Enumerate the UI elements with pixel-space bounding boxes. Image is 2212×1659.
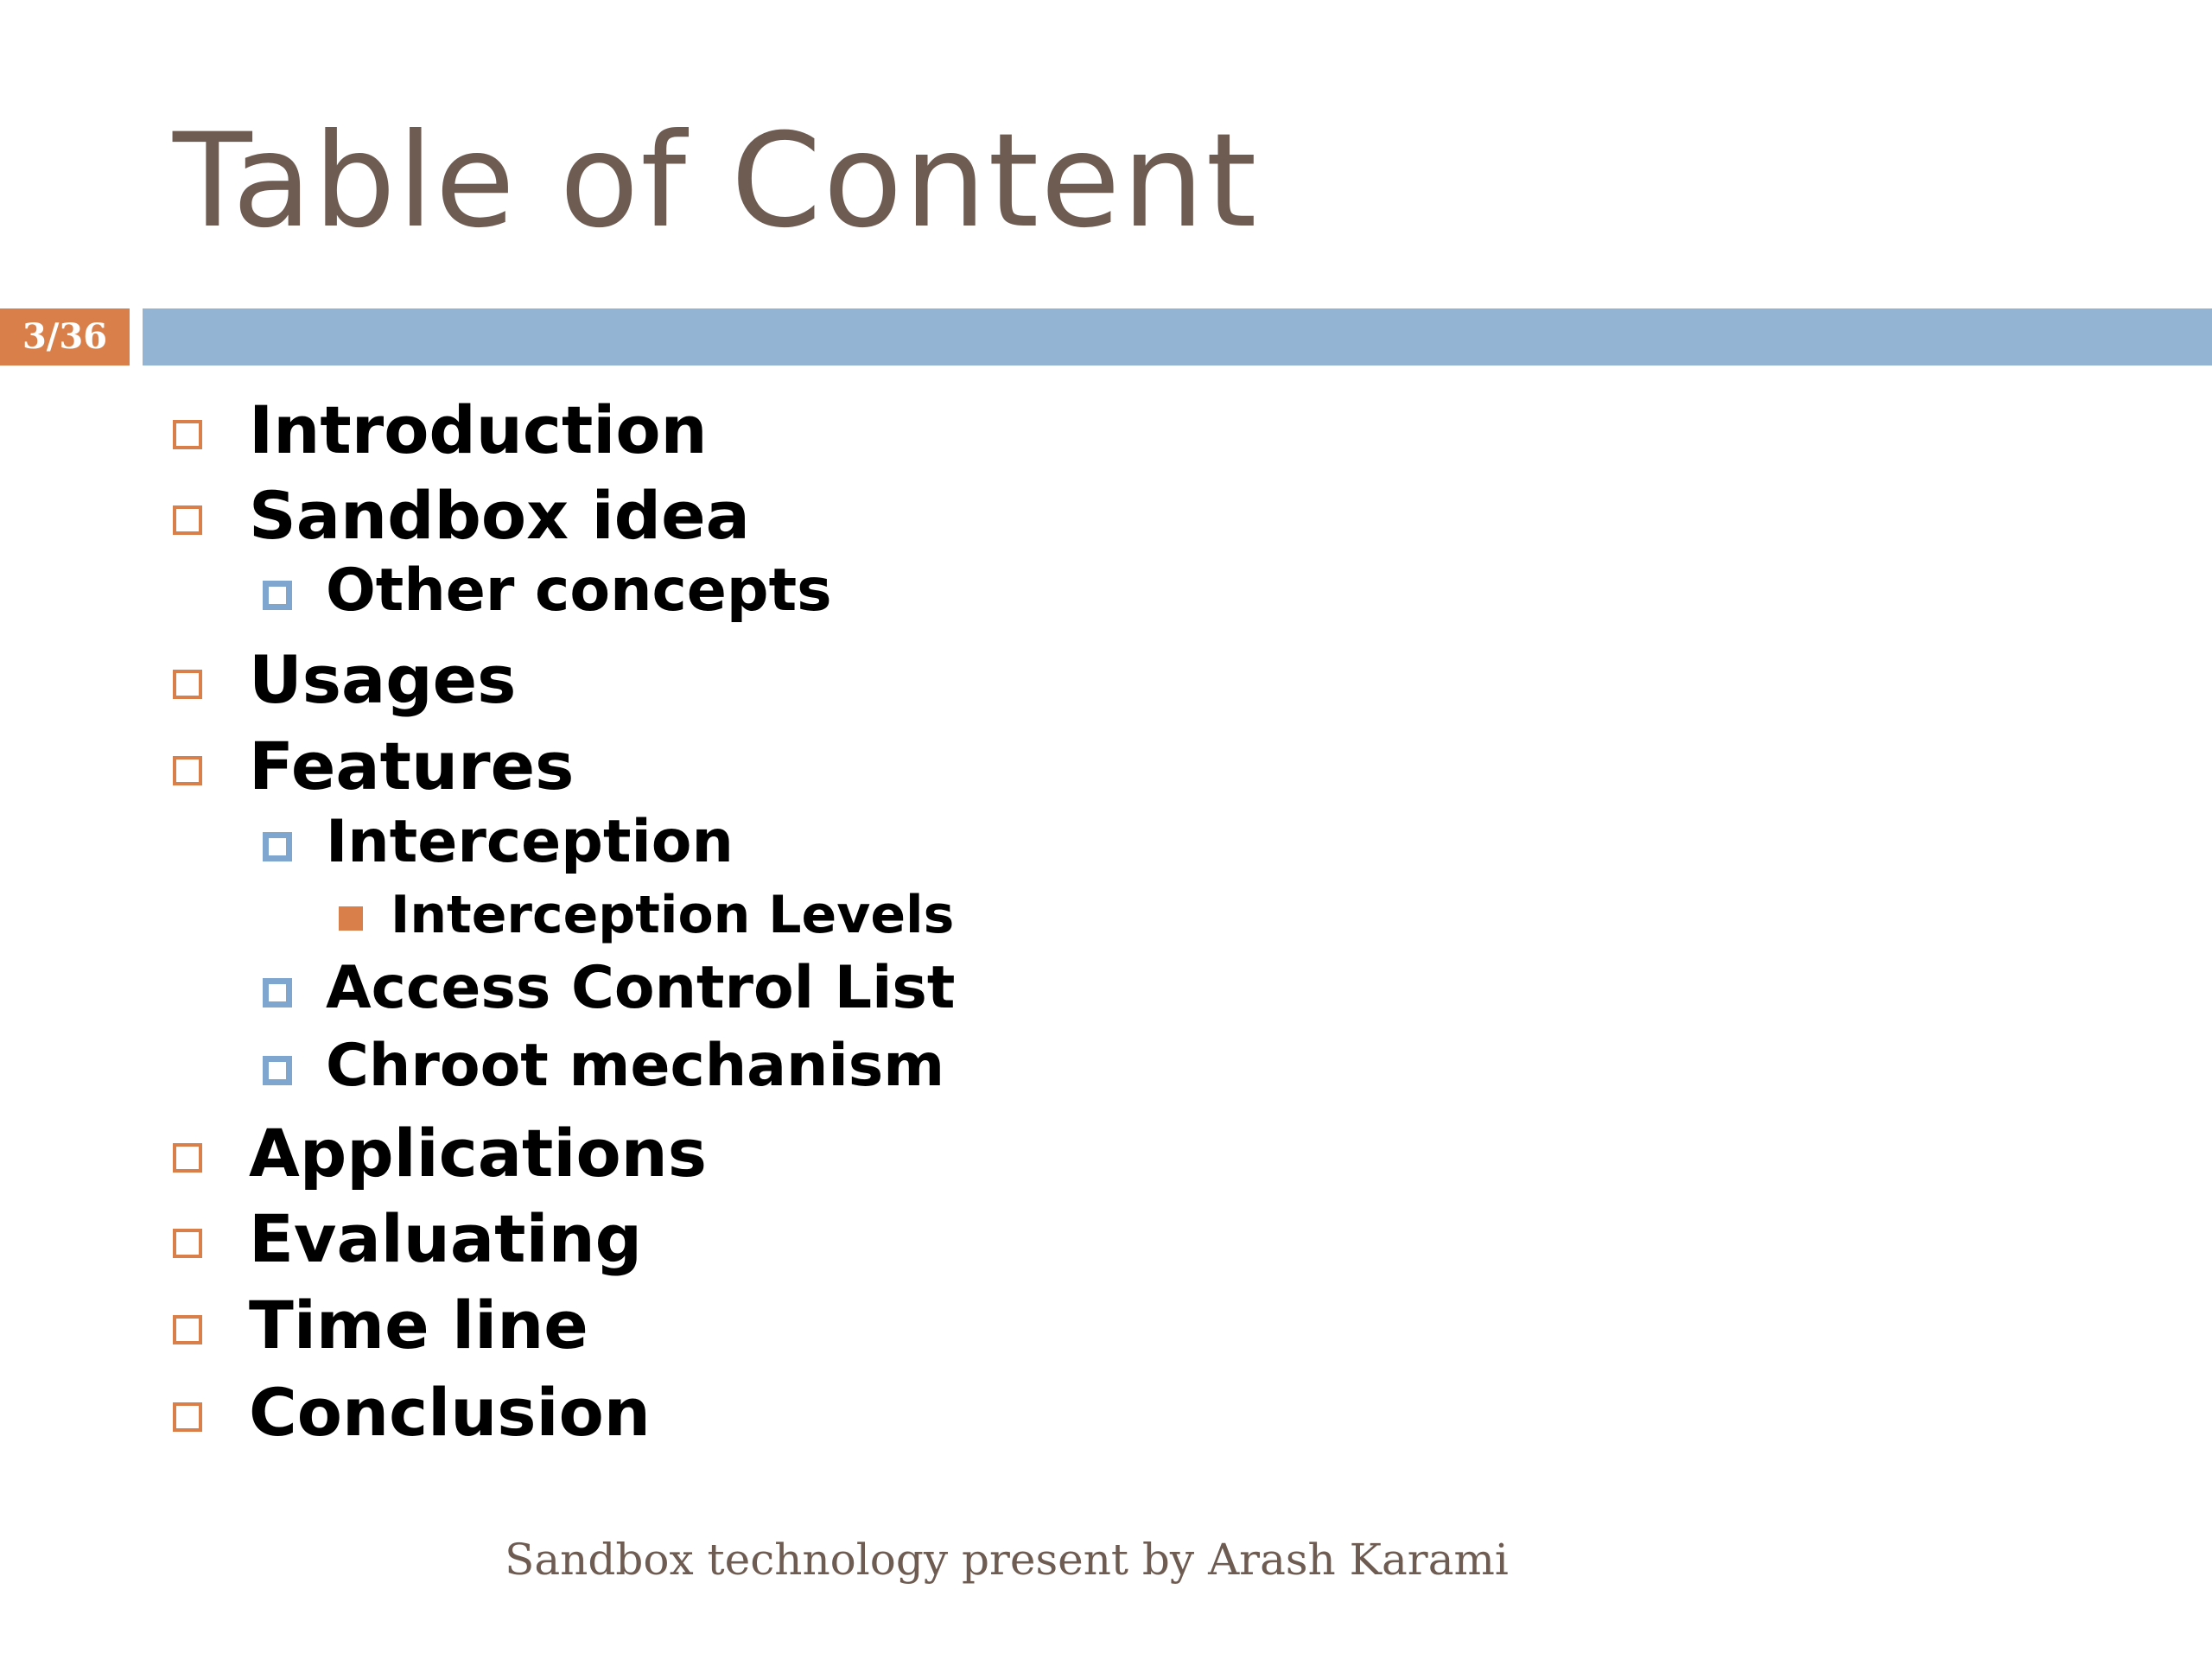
toc-item-label: Evaluating: [249, 1200, 643, 1277]
toc-item-label: Introduction: [249, 391, 708, 468]
toc-item-label: Features: [249, 728, 575, 804]
toc-item-label: Interception: [326, 808, 734, 876]
toc-item-label: Time line: [249, 1287, 588, 1363]
hollow-square-orange-icon: [173, 1315, 202, 1344]
toc-item-label: Sandbox idea: [249, 477, 750, 554]
toc-item-usages: [249, 637, 516, 723]
toc-item-label: Other concepts: [326, 556, 832, 625]
filled-square-orange-icon: [339, 906, 363, 931]
hollow-square-blue-icon: [263, 978, 292, 1007]
hollow-square-orange-icon: [173, 1143, 202, 1173]
hollow-square-orange-icon: [173, 1402, 202, 1432]
toc-item-evaluating: [249, 1196, 642, 1282]
toc-item-interception: [326, 804, 734, 881]
toc-item-label: Applications: [249, 1115, 707, 1192]
hollow-square-blue-icon: [263, 832, 292, 861]
hollow-square-orange-icon: [173, 505, 202, 535]
toc-item-chroot-mechanism: [326, 1027, 944, 1105]
toc-item-time-line: [249, 1282, 588, 1369]
slide-footer: Sandbox technology present by Arash Karami: [505, 1535, 1509, 1585]
toc-item-label: Interception Levels: [391, 885, 955, 945]
toc-item-label: Usages: [249, 641, 517, 718]
hollow-square-orange-icon: [173, 670, 202, 699]
toc-item-label: Chroot mechanism: [326, 1032, 945, 1100]
hollow-square-orange-icon: [173, 1229, 202, 1258]
toc-item-introduction: [249, 387, 708, 474]
toc-item-access-control-list: [326, 950, 955, 1027]
hollow-square-blue-icon: [263, 581, 292, 610]
toc-item-sandbox-idea: [249, 473, 750, 559]
toc-item-label: Conclusion: [249, 1374, 651, 1451]
toc-item-applications: [249, 1110, 707, 1197]
toc-item-interception-levels: [391, 880, 954, 950]
toc-item-features: [249, 723, 574, 810]
toc-item-label: Access Control List: [326, 954, 956, 1022]
hollow-square-orange-icon: [173, 756, 202, 785]
hollow-square-orange-icon: [173, 420, 202, 449]
title-divider-bar: [143, 308, 2212, 365]
toc-item-other-concepts: [326, 552, 832, 630]
toc-item-conclusion: [249, 1370, 651, 1456]
page-number-badge: 3/36: [0, 308, 130, 365]
hollow-square-blue-icon: [263, 1056, 292, 1085]
slide-title: Table of Content: [173, 106, 1259, 257]
